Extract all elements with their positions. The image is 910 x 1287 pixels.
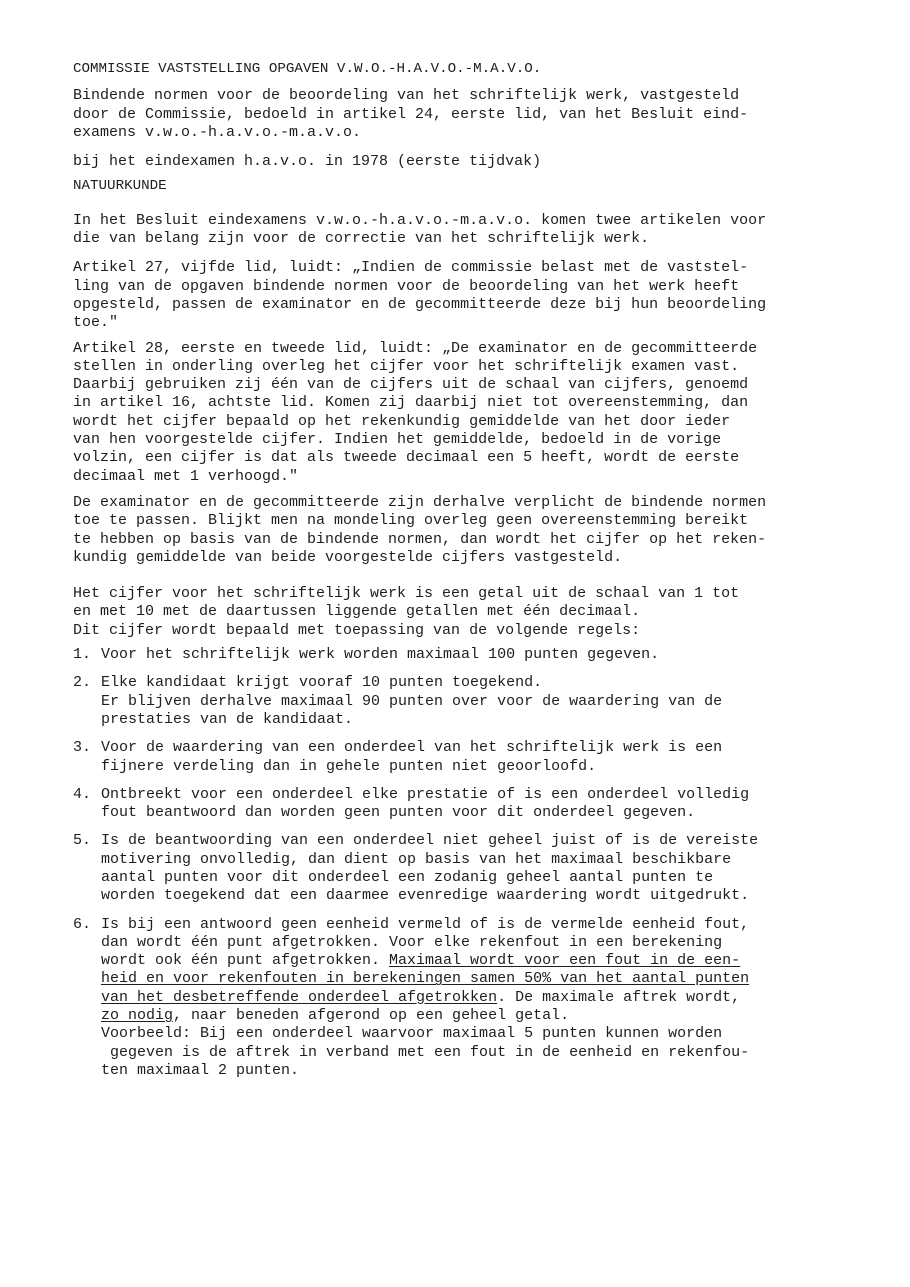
text-segment: wordt ook één punt afgetrokken. — [101, 952, 390, 970]
text-line: Is de beantwoording van een onderdeel niet geheel juist of is de vereiste — [101, 832, 759, 850]
text-line: fout beantwoord dan worden geen punten voor dit onderdeel gegeven. — [101, 804, 696, 822]
rule-number: 3. — [73, 739, 92, 757]
text-line: Ontbreekt voor een onderdeel elke prestatie of is een onderdeel volledig — [101, 785, 750, 803]
list-item — [73, 674, 843, 729]
document-page — [73, 60, 843, 1080]
text-line: Artikel 28, eerste en tweede lid, luidt: „De examinator en de gecommitteerde — [73, 339, 758, 357]
text-line: in artikel 16, achtste lid. Komen zij daarbij niet tot overeenstemming, dan — [73, 394, 749, 412]
example-block — [101, 1025, 843, 1080]
text-line: Dit cijfer wordt bepaald met toepassing van de volgende regels: — [73, 621, 641, 639]
text-line: fijnere verdeling dan in gehele punten niet geoorloofd. — [101, 757, 597, 775]
text-line: Bindende normen voor de beoordeling van het schriftelijk werk, vastgesteld — [73, 87, 740, 105]
article-27-paragraph — [73, 259, 843, 332]
text-line: opgesteld, passen de examinator en de gecommitteerde deze bij hun beoordeling — [73, 295, 767, 313]
list-item — [73, 916, 843, 1081]
text-line: stellen in onderling overleg het cijfer voor het schriftelijk examen vast. — [73, 357, 740, 375]
text-segment: , naar beneden afgerond op een geheel getal. — [173, 1007, 570, 1025]
text-line: Voor het schriftelijk werk worden maximaal 100 punten gegeven. — [101, 646, 660, 664]
subject-heading: NATUURKUNDE — [73, 178, 167, 195]
text-line: decimaal met 1 verhoogd." — [73, 467, 299, 485]
text-line: ten maximaal 2 punten. — [101, 1061, 300, 1079]
list-item — [73, 739, 843, 776]
text-line: Artikel 27, vijfde lid, luidt: „Indien de commissie belast met de vaststel- — [73, 259, 749, 277]
text-line — [101, 952, 843, 970]
text-line — [101, 1007, 843, 1025]
text-line: en met 10 met de daartussen liggende getallen met één decimaal. — [73, 603, 641, 621]
text-line: kundig gemiddelde van beide voorgestelde cijfers vastgesteld. — [73, 548, 623, 566]
list-item — [73, 832, 843, 905]
text-line: Voorbeeld: Bij een onderdeel waarvoor maximaal 5 punten kunnen worden — [101, 1025, 723, 1043]
text-line: te hebben op basis van de bindende normen, dan wordt het cijfer op het reken- — [73, 530, 767, 548]
text-line: toe te passen. Blijkt men na mondeling overleg geen overeenstemming bereikt — [73, 512, 749, 530]
rule-number: 6. — [73, 915, 92, 933]
text-line: Voor de waardering van een onderdeel van het schriftelijk werk is een — [101, 739, 723, 757]
text-line: Er blijven derhalve maximaal 90 punten over voor de waardering van de — [101, 692, 723, 710]
rule-number: 2. — [73, 674, 92, 692]
text-line: worden toegekend dat een daarmee evenredige waardering wordt uitgedrukt. — [101, 887, 750, 905]
text-line: gegeven is de aftrek in verband met een fout in de eenheid en rekenfou- — [110, 1043, 750, 1061]
underlined-text: Maximaal wordt voor een fout in de een- — [389, 952, 741, 970]
underlined-text: zo nodig — [101, 1007, 174, 1025]
underlined-text: heid en voor rekenfouten in berekeningen samen 50% van het aantal punten — [101, 970, 750, 988]
text-segment: . De maximale aftrek wordt, — [497, 988, 741, 1006]
text-line: Het cijfer voor het schriftelijk werk is een getal uit de schaal van 1 tot — [73, 585, 740, 603]
text-line: wordt het cijfer bepaald op het rekenkundig gemiddelde van het door ieder — [73, 412, 731, 430]
intro-paragraph — [73, 212, 843, 249]
text-line: ling van de opgaven bindende normen voor de beoordeling van het werk heeft — [73, 277, 740, 295]
text-line: Elke kandidaat krijgt vooraf 10 punten toegekend. — [101, 674, 543, 692]
article-28-paragraph — [73, 340, 843, 486]
exam-line: bij het eindexamen h.a.v.o. in 1978 (eerste tijdvak) — [73, 153, 542, 171]
text-line: aantal punten voor dit onderdeel een zodanig geheel aantal punten te — [101, 868, 714, 886]
rule-number: 5. — [73, 832, 92, 850]
text-line: die van belang zijn voor de correctie van het schriftelijk werk. — [73, 230, 650, 248]
list-item — [73, 646, 843, 664]
text-line — [101, 970, 843, 988]
text-line: Daarbij gebruiken zij één van de cijfers uit de schaal van cijfers, genoemd — [73, 376, 749, 394]
list-item — [73, 786, 843, 823]
text-line: toe." — [73, 314, 119, 332]
binding-norms-paragraph — [73, 87, 843, 142]
text-line: door de Commissie, bedoeld in artikel 24, eerste lid, van het Besluit eind- — [73, 105, 749, 123]
rule-number: 1. — [73, 646, 92, 664]
text-line: volzin, een cijfer is dat als tweede decimaal een 5 heeft, wordt de eerste — [73, 449, 740, 467]
text-line — [101, 989, 843, 1007]
text-line: prestaties van de kandidaat. — [101, 710, 354, 728]
rule-number: 4. — [73, 785, 92, 803]
underlined-text: van het desbetreffende onderdeel afgetrokken — [101, 988, 498, 1006]
text-line: van hen voorgestelde cijfer. Indien het gemiddelde, bedoeld in de vorige — [73, 431, 722, 449]
document-header — [73, 60, 843, 196]
text-line: De examinator en de gecommitteerde zijn derhalve verplicht de bindende normen — [73, 493, 767, 511]
text-line: dan wordt één punt afgetrokken. Voor elke rekenfout in een berekening — [101, 933, 723, 951]
commission-title: COMMISSIE VASTSTELLING OPGAVEN V.W.O.-H.A.V.O.-M.A.V.O. — [73, 61, 542, 77]
text-line: In het Besluit eindexamens v.w.o.-h.a.v.o.-m.a.v.o. komen twee artikelen voor — [73, 211, 767, 229]
text-line: Is bij een antwoord geen eenheid vermeld of is de vermelde eenheid fout, — [101, 915, 750, 933]
grade-paragraph — [73, 585, 843, 640]
text-line: examens v.w.o.-h.a.v.o.-m.a.v.o. — [73, 123, 362, 141]
obligation-paragraph — [73, 494, 843, 567]
text-line: motivering onvolledig, dan dient op basis van het maximaal beschikbare — [101, 850, 732, 868]
rules-list — [73, 646, 843, 1080]
